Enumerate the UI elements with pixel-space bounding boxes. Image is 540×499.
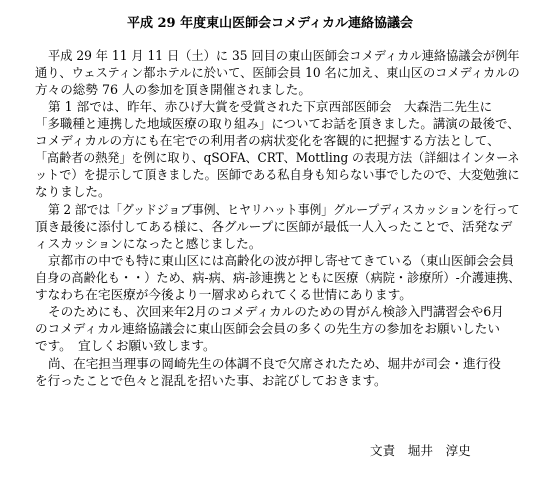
- text-line: 「多職種と連携した地域医療の取り組み」についてお話を頂きました。講演の最後で、: [35, 116, 520, 131]
- text-line: のコメディカル連絡協議会に東山医師会会員の多くの先生方の参加をお願いしたい: [35, 321, 500, 336]
- document-author: 文責 堀井 淳史: [370, 443, 471, 458]
- text-line: 「高齢者の熱発」を例に取り、qSOFA、CRT、Mottling の表現方法（詳細はインターネ: [35, 150, 520, 165]
- text-line: コメディカルの方にも在宅での利用者の病状変化を客観的に把握する方法として、: [35, 133, 500, 148]
- text-line: 方々の総勢 76 人の参加を頂き開催されました。: [35, 82, 311, 97]
- text-line: なりました。: [35, 184, 111, 199]
- text-line: ィスカッションになったと感じました。: [35, 236, 262, 251]
- text-line: 頂き最後に添付してある様に、各グループに医師が最低一人入ったことで、活発なデ: [35, 219, 513, 234]
- text-line: 第 1 部では、昨年、赤ひげ大賞を受賞された下京西部医師会 大森浩二先生に: [48, 99, 493, 114]
- document-title: 平成 29 年度東山医師会コメディカル連絡協議会: [126, 16, 414, 31]
- text-line: 自身の高齢化も・・）ため、病‐病、病‐診連携とともに医療（病院・診療所）‐介護連携、: [35, 270, 521, 285]
- text-line: 尚、在宅担当理事の岡崎先生の体調不良で欠席されたため、堀井が司会・進行役: [48, 356, 501, 371]
- text-line: 通り、ウェスティン都ホテルに於いて、医師会員 10 名に加え、東山区のコメディカルの: [35, 65, 520, 80]
- text-line: 第 2 部では「グッドジョブ事例、ヒヤリハット事例」グループディスカッションを行って: [48, 202, 520, 217]
- text-line: を行ったことで色々と混乱を招いた事、お詫びしておきます。: [35, 373, 387, 388]
- text-line: そのためにも、次回来年2月のコメディカルのための胃がん検診入門講習会や6月: [48, 304, 504, 319]
- text-line: 平成 29 年 11 月 11 日（土）に 35 回目の東山医師会コメディカル連絡協議会が例年: [48, 48, 520, 63]
- text-line: ットで）を提示して頂きました。医師である私自身も知らない事でしたので、大変勉強に: [35, 167, 520, 182]
- text-line: です。 宜しくお願い致します。: [35, 338, 216, 353]
- text-line: すなわち在宅医療が今後より一層求められてくる世情にあります。: [35, 287, 412, 302]
- text-line: 京都市の中でも特に東山区には高齢化の波が押し寄せてきている（東山医師会会員: [48, 253, 514, 268]
